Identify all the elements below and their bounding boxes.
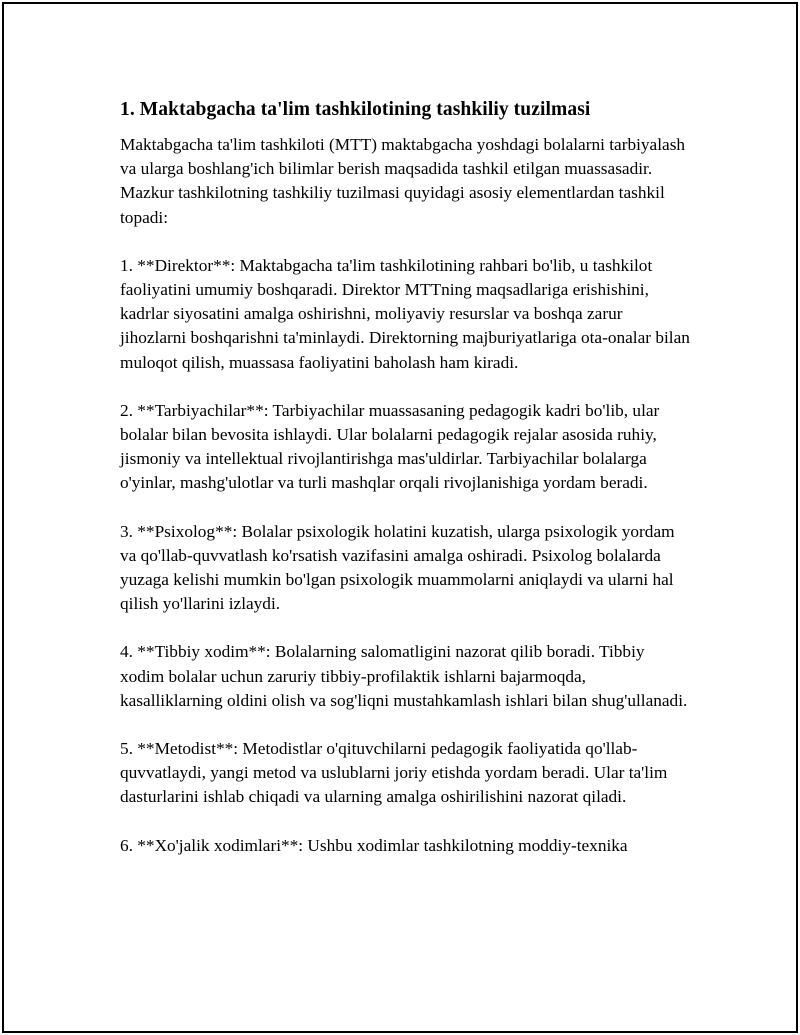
intro-paragraph: Maktabgacha ta'lim tashkiloti (MTT) maktabgacha yoshdagi bolalarni tarbiyalash va ularga boshlang'ich bilimlar berish maqsadida tashkil etilgan muassasadir. Mazkur tashkilotning tashkiliy tuzilmasi quyidagi asosiy elementlardan tashkil topadi: [120,135,686,227]
paragraph-xojalik-xodimlari: 6. **Xo'jalik xodimlari**: Ushbu xodimlar tashkilotning moddiy-texnika [120,835,628,855]
document-body [120,96,690,882]
paragraph-tarbiyachilar: 2. **Tarbiyachilar**: Tarbiyachilar muassasaning pedagogik kadri bo'lib, ular bolalar bilan bevosita ishlaydi. Ular bolalarni pedagogik rejalar asosida ruhiy, jismoniy va intellektual rivojlantirishga mas'uldirlar. Tarbiyachilar bolalarga o'yinlar, mashg'ulotlar va turli mashqlar orqali rivojlanishiga yordam beradi. [120,400,660,493]
document-page [2,2,798,1033]
paragraph-metodist: 5. **Metodist**: Metodistlar o'qituvchilarni pedagogik faoliyatida qo'llab-quvvatlaydi, yangi metod va uslublarni joriy etishda yordam beradi. Ular ta'lim dasturlarini ishlab chiqadi va ularning amalga oshirilishini nazorat qiladi. [120,739,668,807]
paragraph-direktor: 1. **Direktor**: Maktabgacha ta'lim tashkilotining rahbari bo'lib, u tashkilot faoliyatini umumiy boshqaradi. Direktor MTTning maqsadlariga erishishini, kadrlar siyosatini amalga oshirishni, moliyaviy resurslar va boshqa zarur jihozlarni boshqarishni ta'minlaydi. Direktorning majburiyatlariga ota-onalar bilan muloqot qilish, muassasa faoliyatini baholash ham kiradi. [120,255,690,372]
paragraph-psixolog: 3. **Psixolog**: Bolalar psixologik holatini kuzatish, ularga psixologik yordam va qo'llab-quvvatlash ko'rsatish vazifasini amalga oshiradi. Psixolog bolalarda yuzaga kelishi mumkin bo'lgan psixologik muammolarni aniqlaydi va ularni hal qilish yo'llarini izlaydi. [120,521,675,614]
paragraph-tibbiy-xodim: 4. **Tibbiy xodim**: Bolalarning salomatligini nazorat qilib boradi. Tibbiy xodim bolalar uchun zaruriy tibbiy-profilaktik ishlarni bajarmoqda, kasalliklarning oldini olish va sog'liqni mustahkamlash ishlari bilan shug'ullanadi. [120,642,688,710]
document-title: 1. Maktabgacha ta'lim tashkilotining tashkiliy tuzilmasi [120,99,591,120]
